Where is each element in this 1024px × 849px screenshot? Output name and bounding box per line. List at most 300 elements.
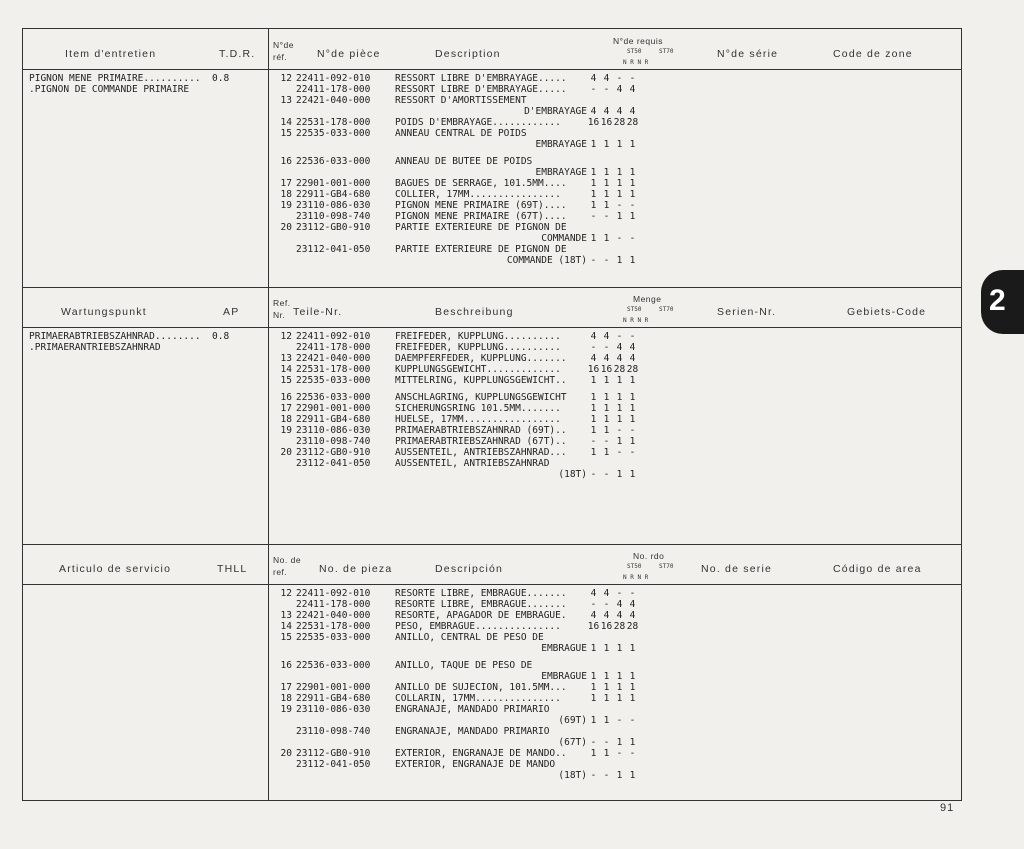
table-row	[274, 447, 714, 458]
quantity-cell: 4	[616, 84, 623, 95]
quantity-cell: -	[616, 588, 623, 599]
table-row	[274, 244, 714, 255]
part-description: PRIMAERABTRIEBSZAHNRAD (69T)..	[395, 425, 567, 436]
quantity-cell: 1	[603, 375, 610, 386]
part-description: ENGRANAJE, MANDADO PRIMARIO	[395, 704, 550, 715]
ref-number: 12	[280, 73, 292, 84]
quantity-cell: 1	[603, 643, 610, 654]
quantity-cell: -	[616, 715, 623, 726]
quantity-group	[587, 375, 639, 386]
ref-number: 19	[280, 425, 292, 436]
quantity-cell: 1	[616, 682, 623, 693]
quantity-group	[587, 200, 639, 211]
quantity-cell	[600, 726, 613, 737]
part-description: MITTELRING, KUPPLUNGSGEWICHT..	[395, 375, 567, 386]
header-part: Teile-Nr.	[293, 306, 343, 318]
quantity-group	[587, 643, 639, 654]
maintenance-item-line: .PRIMAERANTRIEBSZAHNRAD	[29, 342, 161, 353]
quantity-group	[587, 425, 639, 436]
part-number	[296, 671, 395, 682]
table-row	[274, 660, 714, 671]
quantity-cell: 1	[616, 693, 623, 704]
quantity-cell: 1	[629, 375, 636, 386]
part-number: 22535-033-000	[296, 375, 371, 386]
ref-number	[274, 167, 292, 178]
quantity-group	[587, 331, 639, 342]
part-number: 22911-GB4-680	[296, 189, 371, 200]
header-qty-st50: ST50	[627, 48, 642, 55]
quantity-cell: -	[603, 770, 610, 781]
ref-number: 15	[280, 632, 292, 643]
part-number: 23112-GB0-910	[296, 748, 371, 759]
quantity-cell: 28	[626, 364, 639, 375]
part-description: EMBRAYAGE	[535, 167, 587, 178]
ref-number: 18	[280, 693, 292, 704]
part-number: 22535-033-000	[296, 632, 371, 643]
quantity-group	[587, 447, 639, 458]
quantity-group	[587, 588, 639, 599]
quantity-cell	[626, 632, 639, 643]
quantity-cell: -	[616, 331, 623, 342]
quantity-cell	[613, 632, 626, 643]
table-row	[274, 222, 714, 233]
quantity-cell: -	[629, 748, 636, 759]
quantity-cell	[626, 95, 639, 106]
quantity-cell: -	[590, 436, 597, 447]
part-description: COLLARIN, 17MM...............	[395, 693, 561, 704]
quantity-cell: -	[629, 447, 636, 458]
table-row	[274, 331, 714, 342]
quantity-group	[587, 693, 639, 704]
part-description: PESO, EMBRAGUE...............	[395, 621, 561, 632]
section-header	[23, 544, 961, 584]
part-description: RESORTE LIBRE, EMBRAGUE.......	[395, 588, 567, 599]
quantity-cell: 4	[590, 331, 597, 342]
quantity-group	[587, 621, 639, 632]
quantity-cell: 28	[613, 364, 626, 375]
quantity-group	[587, 704, 639, 715]
part-number: 22421-040-000	[296, 610, 371, 621]
part-number: 22531-178-000	[296, 364, 371, 375]
quantity-cell: 4	[603, 353, 610, 364]
quantity-cell: 1	[616, 255, 623, 266]
part-description: EXTERIOR, ENGRANAJE DE MANDO	[395, 759, 556, 770]
header-part: N°de pièce	[317, 48, 381, 60]
part-description: KUPPLUNGSGEWICHT.............	[395, 364, 561, 375]
quantity-cell: 1	[603, 682, 610, 693]
quantity-cell: 28	[613, 621, 626, 632]
quantity-cell	[600, 759, 613, 770]
quantity-cell: 1	[629, 414, 636, 425]
part-description: FREIFEDER, KUPPLUNG..........	[395, 342, 561, 353]
table-row	[274, 458, 714, 469]
quantity-cell	[613, 222, 626, 233]
quantity-cell: 4	[629, 106, 636, 117]
header-interval: THLL	[217, 563, 248, 575]
ref-number: 16	[280, 660, 292, 671]
quantity-cell	[613, 704, 626, 715]
quantity-cell: 1	[616, 643, 623, 654]
header-qty-st50: ST50	[627, 563, 642, 570]
quantity-cell: 1	[629, 189, 636, 200]
header-interval: T.D.R.	[219, 48, 256, 60]
quantity-cell	[587, 632, 600, 643]
table-row	[274, 682, 714, 693]
table-row	[274, 233, 714, 244]
part-description: PRIMAERABTRIEBSZAHNRAD (67T)..	[395, 436, 567, 447]
part-number: 22536-033-000	[296, 660, 371, 671]
table-row	[274, 414, 714, 425]
part-number: 22411-178-000	[296, 84, 371, 95]
quantity-cell: 1	[616, 167, 623, 178]
table-row	[274, 392, 714, 403]
header-qty-st70: ST70	[659, 306, 674, 313]
quantity-cell: -	[590, 84, 597, 95]
part-number: 23110-086-030	[296, 200, 371, 211]
quantity-cell: -	[616, 233, 623, 244]
quantity-cell: 1	[603, 403, 610, 414]
ref-number: 19	[280, 704, 292, 715]
part-number	[296, 715, 395, 726]
quantity-cell: 1	[590, 715, 597, 726]
quantity-group	[587, 117, 639, 128]
quantity-group	[587, 660, 639, 671]
quantity-cell: 28	[626, 117, 639, 128]
quantity-cell: 1	[616, 770, 623, 781]
maintenance-item-line: .PIGNON DE COMMANDE PRIMAIRE	[29, 84, 190, 95]
header-item: Wartungspunkt	[61, 306, 147, 318]
quantity-cell: 1	[629, 643, 636, 654]
quantity-cell: -	[629, 200, 636, 211]
quantity-group	[587, 255, 639, 266]
section-tab	[981, 270, 1024, 334]
ref-number: 14	[280, 117, 292, 128]
quantity-cell: -	[590, 599, 597, 610]
quantity-cell: -	[590, 737, 597, 748]
header-ref-line1: No. de	[273, 555, 302, 565]
quantity-cell: -	[616, 425, 623, 436]
part-description: ANILLO, CENTRAL DE PESO DE	[395, 632, 544, 643]
quantity-group	[587, 244, 639, 255]
quantity-cell: 1	[616, 436, 623, 447]
section-french	[23, 29, 961, 287]
quantity-cell: 1	[603, 671, 610, 682]
ref-number	[274, 244, 292, 255]
table-row	[274, 211, 714, 222]
ref-number: 20	[280, 748, 292, 759]
ref-number: 15	[280, 375, 292, 386]
quantity-cell: -	[603, 211, 610, 222]
quantity-group	[587, 682, 639, 693]
quantity-group	[587, 770, 639, 781]
quantity-group	[587, 403, 639, 414]
ref-number	[274, 255, 292, 266]
quantity-cell: 4	[590, 106, 597, 117]
quantity-cell: -	[590, 770, 597, 781]
part-number: 22421-040-000	[296, 353, 371, 364]
quantity-cell: 1	[629, 770, 636, 781]
quantity-cell: 1	[590, 233, 597, 244]
quantity-group	[587, 106, 639, 117]
part-number: 23112-041-050	[296, 458, 371, 469]
quantity-group	[587, 748, 639, 759]
table-row	[274, 73, 714, 84]
quantity-cell: 1	[590, 200, 597, 211]
quantity-cell: 1	[616, 671, 623, 682]
quantity-cell: 1	[616, 737, 623, 748]
quantity-cell	[626, 660, 639, 671]
part-number	[296, 139, 395, 150]
part-number: 22535-033-000	[296, 128, 371, 139]
quantity-cell: 1	[603, 233, 610, 244]
section-german	[23, 287, 961, 544]
quantity-cell: -	[616, 748, 623, 759]
quantity-group	[587, 759, 639, 770]
part-description: ANNEAU DE BUTEE DE POIDS	[395, 156, 533, 167]
quantity-cell: -	[629, 715, 636, 726]
maintenance-item	[29, 331, 229, 353]
page-number: 91	[940, 802, 955, 814]
quantity-cell	[587, 458, 600, 469]
part-description: PIGNON MENE PRIMAIRE (67T)....	[395, 211, 567, 222]
quantity-cell	[587, 156, 600, 167]
quantity-group	[587, 715, 639, 726]
ref-number: 20	[280, 222, 292, 233]
header-ref-line1: Ref.	[273, 298, 291, 308]
ref-number	[274, 737, 292, 748]
part-description: ENGRANAJE, MANDADO PRIMARIO	[395, 726, 550, 737]
quantity-cell: -	[590, 255, 597, 266]
part-description: AUSSENTEIL, ANTRIEBSZAHNRAD	[395, 458, 550, 469]
header-qty-title: Menge	[633, 294, 662, 304]
quantity-cell: 1	[603, 693, 610, 704]
quantity-cell	[587, 759, 600, 770]
quantity-group	[587, 632, 639, 643]
ref-number: 18	[280, 189, 292, 200]
part-description: PARTIE EXTERIEURE DE PIGNON DE	[395, 244, 567, 255]
header-zone: Código de area	[833, 563, 922, 575]
quantity-cell: 1	[603, 414, 610, 425]
maintenance-item-line: PRIMAERABTRIEBSZAHNRAD........ 0.8	[29, 331, 230, 342]
quantity-cell: -	[629, 425, 636, 436]
header-qty-sub: N R N R	[623, 317, 649, 324]
quantity-cell: -	[590, 342, 597, 353]
quantity-cell: 1	[590, 425, 597, 436]
ref-number: 14	[280, 364, 292, 375]
header-description: Beschreibung	[435, 306, 514, 318]
table-row	[274, 737, 714, 748]
table-row	[274, 117, 714, 128]
header-item: Item d'entretien	[65, 48, 157, 60]
header-serial: Serien-Nr.	[717, 306, 777, 318]
table-row	[274, 693, 714, 704]
quantity-group	[587, 414, 639, 425]
quantity-group	[587, 364, 639, 375]
quantity-cell: 1	[616, 189, 623, 200]
quantity-cell: 1	[603, 139, 610, 150]
quantity-cell: -	[629, 588, 636, 599]
quantity-cell: 1	[590, 414, 597, 425]
quantity-cell: 1	[629, 211, 636, 222]
part-number: 23110-098-740	[296, 436, 371, 447]
ref-number: 13	[280, 610, 292, 621]
ref-number	[274, 139, 292, 150]
ref-number: 17	[280, 682, 292, 693]
table-row	[274, 726, 714, 737]
quantity-cell	[613, 95, 626, 106]
part-description: EXTERIOR, ENGRANAJE DE MANDO..	[395, 748, 567, 759]
quantity-cell	[600, 156, 613, 167]
quantity-cell: 1	[603, 167, 610, 178]
quantity-group	[587, 167, 639, 178]
quantity-cell	[626, 704, 639, 715]
quantity-cell: 1	[590, 693, 597, 704]
quantity-cell	[626, 458, 639, 469]
quantity-cell: 1	[590, 447, 597, 458]
quantity-cell: 1	[590, 167, 597, 178]
part-number	[296, 469, 395, 480]
quantity-cell: -	[603, 599, 610, 610]
quantity-cell	[613, 244, 626, 255]
quantity-cell	[626, 156, 639, 167]
table-row	[274, 178, 714, 189]
header-ref-line1: N°de	[273, 40, 294, 50]
quantity-cell	[613, 726, 626, 737]
quantity-cell: 4	[590, 610, 597, 621]
quantity-cell: 16	[600, 364, 613, 375]
quantity-cell	[613, 660, 626, 671]
table-row	[274, 403, 714, 414]
part-number: 22411-092-010	[296, 588, 371, 599]
header-qty-sub: N R N R	[623, 59, 649, 66]
ref-number	[274, 671, 292, 682]
section-spanish	[23, 544, 961, 802]
quantity-cell: 4	[629, 342, 636, 353]
quantity-cell: 4	[629, 599, 636, 610]
quantity-cell	[600, 128, 613, 139]
quantity-cell: -	[629, 73, 636, 84]
quantity-group	[587, 458, 639, 469]
table-row	[274, 255, 714, 266]
quantity-cell: 1	[629, 737, 636, 748]
table-row	[274, 375, 714, 386]
ref-number	[274, 599, 292, 610]
part-number	[296, 255, 395, 266]
maintenance-item-line: PIGNON MENE PRIMAIRE.......... 0.8	[29, 73, 230, 84]
quantity-cell	[600, 222, 613, 233]
quantity-cell: 1	[629, 469, 636, 480]
table-row	[274, 671, 714, 682]
part-description: ANSCHLAGRING, KUPPLUNGSGEWICHT	[395, 392, 567, 403]
part-description: ANILLO DE SUJECION, 101.5MM...	[395, 682, 567, 693]
quantity-cell	[626, 726, 639, 737]
quantity-cell: 4	[603, 588, 610, 599]
quantity-cell: 1	[629, 255, 636, 266]
part-description: COMMANDE	[541, 233, 587, 244]
table-row	[274, 95, 714, 106]
part-number	[296, 167, 395, 178]
quantity-cell	[600, 244, 613, 255]
header-qty-title: N°de requis	[613, 36, 664, 46]
quantity-group	[587, 156, 639, 167]
quantity-cell: -	[603, 436, 610, 447]
quantity-cell: 1	[629, 403, 636, 414]
quantity-cell: 16	[600, 621, 613, 632]
quantity-cell: 4	[629, 610, 636, 621]
ref-number: 13	[280, 95, 292, 106]
part-number: 22411-178-000	[296, 599, 371, 610]
quantity-cell	[613, 458, 626, 469]
table-row	[274, 106, 714, 117]
ref-number: 12	[280, 588, 292, 599]
quantity-cell: 4	[616, 599, 623, 610]
part-number: 23110-098-740	[296, 211, 371, 222]
part-number	[296, 737, 395, 748]
quantity-cell: 1	[603, 715, 610, 726]
part-number: 23110-098-740	[296, 726, 371, 737]
quantity-cell: -	[616, 447, 623, 458]
part-description: HUELSE, 17MM.................	[395, 414, 561, 425]
quantity-cell: -	[590, 211, 597, 222]
quantity-cell	[587, 222, 600, 233]
ref-number	[274, 715, 292, 726]
quantity-cell: 4	[616, 106, 623, 117]
part-description: (18T)	[558, 469, 587, 480]
table-row	[274, 167, 714, 178]
table-row	[274, 759, 714, 770]
quantity-cell	[613, 128, 626, 139]
table-row	[274, 643, 714, 654]
quantity-cell: 1	[629, 693, 636, 704]
part-number: 22421-040-000	[296, 95, 371, 106]
table-row	[274, 200, 714, 211]
quantity-group	[587, 737, 639, 748]
quantity-cell	[600, 632, 613, 643]
quantity-cell: 1	[590, 392, 597, 403]
quantity-cell: 4	[590, 73, 597, 84]
quantity-cell: 1	[590, 178, 597, 189]
table-row	[274, 156, 714, 167]
quantity-cell	[600, 704, 613, 715]
quantity-cell: 4	[616, 353, 623, 364]
part-description: DAEMPFERFEDER, KUPPLUNG.......	[395, 353, 567, 364]
quantity-cell: 28	[626, 621, 639, 632]
part-number: 22901-001-000	[296, 682, 371, 693]
part-number: 22531-178-000	[296, 117, 371, 128]
quantity-cell: -	[603, 342, 610, 353]
quantity-cell: 4	[603, 610, 610, 621]
ref-number: 18	[280, 414, 292, 425]
quantity-cell: 1	[629, 392, 636, 403]
ref-number: 19	[280, 200, 292, 211]
maintenance-item	[29, 73, 229, 95]
ref-number: 14	[280, 621, 292, 632]
quantity-cell: 1	[590, 189, 597, 200]
part-number: 22411-178-000	[296, 342, 371, 353]
table-row	[274, 436, 714, 447]
part-description: FREIFEDER, KUPPLUNG..........	[395, 331, 561, 342]
parts-table-frame	[22, 28, 962, 801]
quantity-cell: 1	[616, 178, 623, 189]
ref-number	[274, 211, 292, 222]
section-header	[23, 287, 961, 327]
header-serial: N°de série	[717, 48, 779, 60]
quantity-group	[587, 469, 639, 480]
part-number	[296, 770, 395, 781]
quantity-cell: 16	[587, 364, 600, 375]
quantity-cell: 4	[590, 588, 597, 599]
quantity-group	[587, 671, 639, 682]
